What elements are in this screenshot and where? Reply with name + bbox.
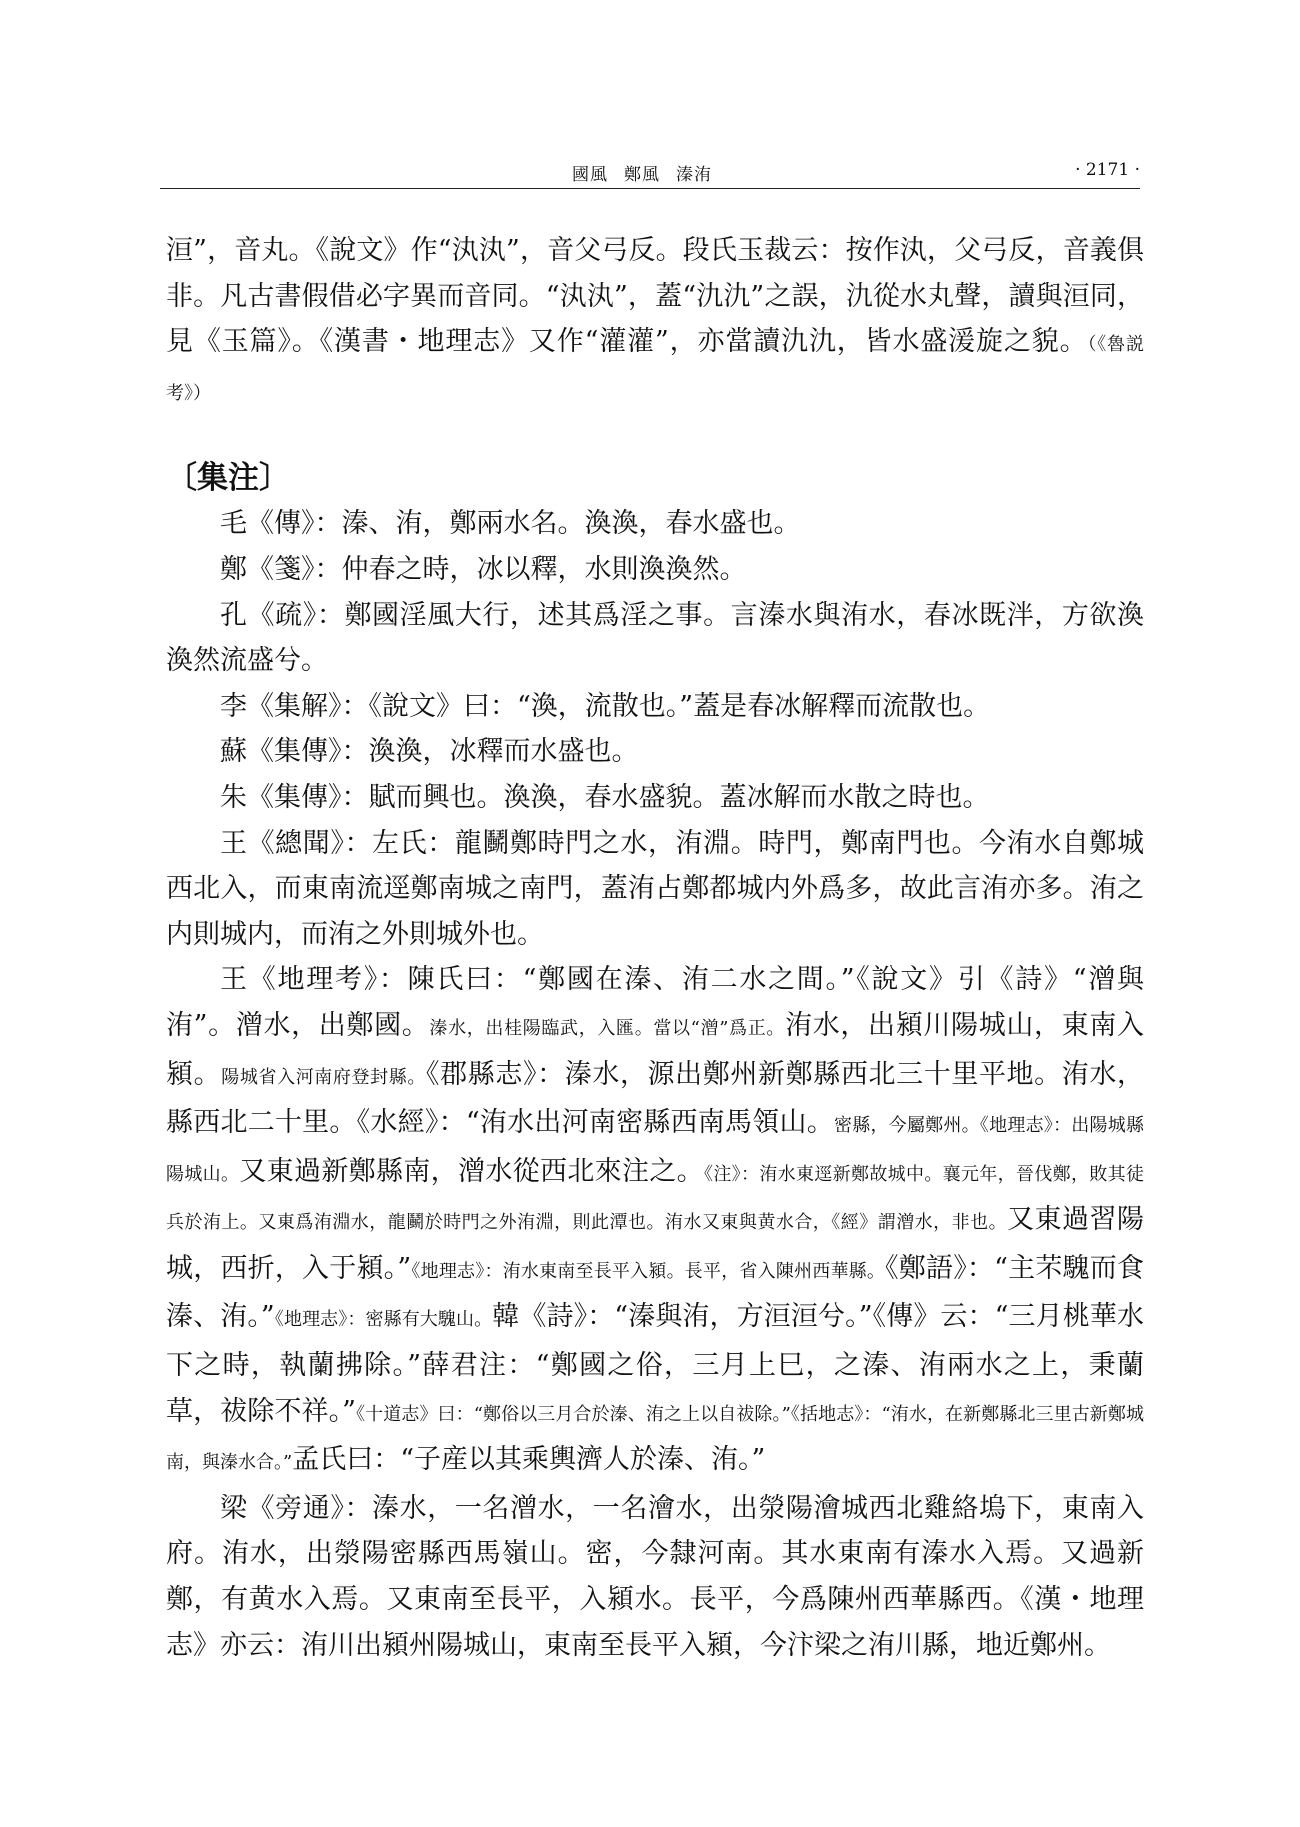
commentary-entry [166, 593, 1144, 684]
header-rule [160, 188, 1140, 189]
entry-text: 孔《疏》：鄭國淫風大行，述其爲淫之事。言溱水與洧水，春冰既泮，方欲渙渙然流盛兮。 [166, 599, 1144, 677]
entry-text: 梁《旁通》：溱水，一名潧水，一名澮水，出滎陽澮城西北雞絡塢下，東南入府。洧水，出滎陽密縣西馬嶺山。密，今隸河南。其水東南有溱水入焉。又過新鄭，有黄水入焉。又東南至長平，入潁水。長平，今爲陳州西華縣西。《漢・地理志》亦云：洧川出潁州陽城山，東南至長平入潁，今汴梁之洧川縣，地近鄭州。 [166, 1492, 1144, 1661]
entry-note: 陽城省入河南府登封縣。 [221, 1066, 427, 1088]
commentary-entry [166, 729, 1144, 775]
running-title-part: 鄭風 [624, 165, 660, 185]
entry-text: 《鄭語》：“主芣騩而食溱、洧。” [166, 1252, 1144, 1333]
entry-note: 《注》：洧水東逕新鄭故城中。襄元年，晉伐鄭，敗其徒兵於洧上。又東爲洧淵水，龍鬭於時門之外洧淵，則此潭也。洧水又東與黄水合，《經》謂潧水，非也。 [166, 1163, 1145, 1234]
entry-note: 密縣，今屬鄭州。《地理志》：出陽城縣陽城山。 [166, 1115, 1144, 1185]
intro-text: 洹”，音丸。《說文》作“汍汍”，音父弓反。段氏玉裁云：按作汍，父弓反，音義俱非。凡古書假借必字異而音同。“汍汍”，蓋“氿氿”之誤，氿從水丸聲，讀與洹同，見《玉篇》。《漢書・地理志》又作“灌灌”，亦當讀氿氿，皆水盛湲旋之貌。 [166, 235, 1144, 358]
entry-text: 蘇《集傳》：渙渙，冰釋而水盛也。 [220, 736, 639, 768]
entry-note: 《地理志》：洧水東南至長平入潁。長平，省入陳州西華縣。 [411, 1260, 886, 1282]
running-header [160, 160, 1140, 196]
intro-paragraph [166, 228, 1144, 416]
commentary-entry [166, 957, 1144, 1486]
entry-text: 李《集解》：《說文》曰：“渙，流散也。”蓋是春冰解釋而流散也。 [220, 690, 991, 722]
section-heading: 〔集注〕 [166, 460, 290, 497]
entry-text: 鄭《箋》：仲春之時，冰以釋，水則渙渙然。 [220, 553, 747, 585]
entry-text: 洧水，出潁川陽城山，東南入潁。 [166, 1009, 1144, 1090]
entry-text: 又東過習陽城，西折，入于潁。” [166, 1204, 1144, 1284]
entry-text: 王《地理考》：陳氏曰：“鄭國在溱、洧二水之間。”《說文》引《詩》“潧與洧”。潧水，出鄭國。 [166, 964, 1144, 1041]
commentary-entry [166, 1486, 1144, 1668]
running-title-part: 溱洧 [676, 165, 712, 185]
source-note: （《魯説考》） [166, 334, 1145, 404]
page-number: · 2171 · [1075, 160, 1140, 180]
commentary-entries [166, 501, 1144, 1668]
page-body [166, 228, 1144, 1668]
entry-text: 韓《詩》：“溱與洧，方洹洹兮。”《傳》云：“三月桃華水下之時，執蘭拂除。”薛君注：“鄭國之俗，三月上巳，之溱、洧兩水之上，秉蘭草，祓除不祥。” [166, 1301, 1144, 1427]
entry-text: 孟氏曰：“子産以其乘輿濟人於溱、洧。” [292, 1444, 766, 1476]
commentary-entry [166, 821, 1144, 958]
entry-text: 王《總聞》：左氏：龍鬭鄭時門之水，洧淵。時門，鄭南門也。今洧水自鄭城西北入，而東南流逕鄭南城之南門，蓋洧占鄭都城内外爲多，故此言洧亦多。洧之内則城内，而洧之外則城外也。 [166, 827, 1144, 950]
entry-note: 《地理志》：密縣有大騩山。 [274, 1309, 493, 1331]
commentary-entry [166, 547, 1144, 593]
commentary-entry [166, 684, 1144, 730]
commentary-entry [166, 501, 1144, 547]
entry-text: 朱《集傳》：賦而興也。渙渙，春水盛貌。蓋冰解而水散之時也。 [220, 781, 990, 813]
commentary-entry [166, 775, 1144, 821]
entry-note: 《十道志》曰：“鄭俗以三月合於溱、洧之上以自祓除。”《括地志》：“洧水，在新鄭縣北三里古新鄭城南，與溱水合。” [166, 1403, 1144, 1474]
entry-text: 又東過新鄭縣南，潧水從西北來注之。 [239, 1155, 705, 1187]
running-title-part: 國風 [572, 165, 608, 185]
entry-note: 溱水，出桂陽臨武，入匯。當以“潧”爲正。 [429, 1017, 786, 1039]
entry-text: 《郡縣志》：溱水，源出鄭州新鄭縣西北三十里平地。洧水，縣西北二十里。《水經》：“洧水出河南密縣西南馬領山。 [166, 1058, 1145, 1139]
running-title [572, 160, 728, 185]
entry-text: 毛《傳》：溱、洧，鄭兩水名。渙渙，春水盛也。 [220, 508, 801, 540]
